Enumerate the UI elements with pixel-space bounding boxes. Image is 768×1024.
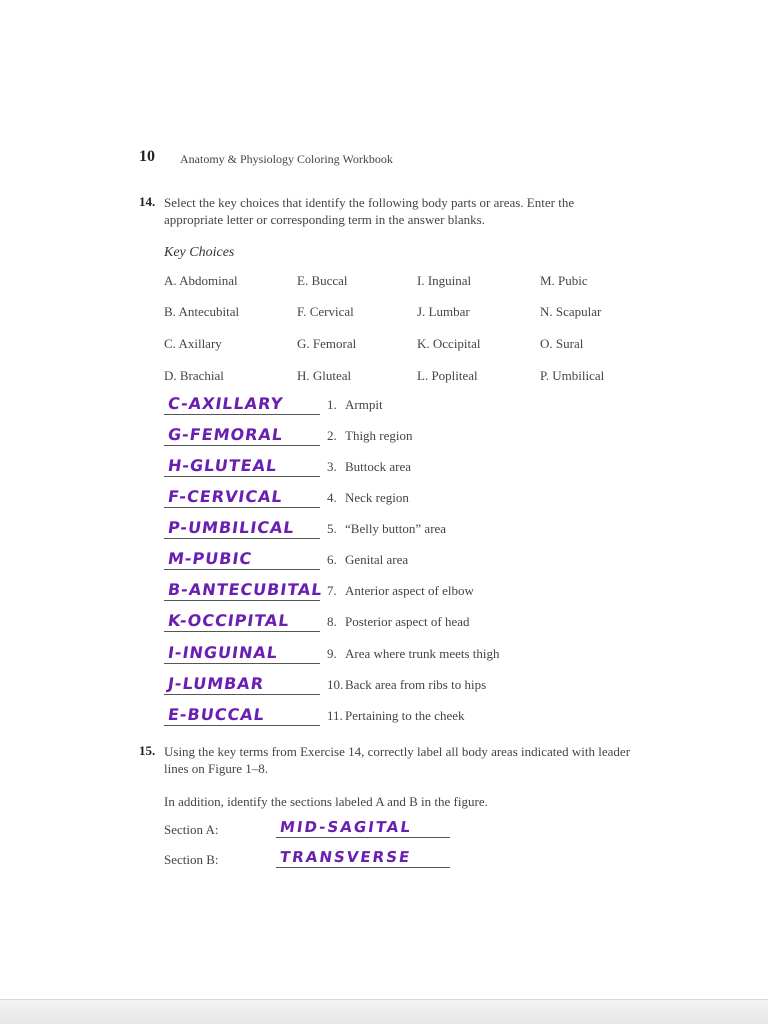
answer-row	[164, 642, 544, 668]
answer-description: “Belly button” area	[345, 521, 447, 536]
answer-row	[164, 517, 544, 543]
answer-description: Neck region	[345, 490, 409, 505]
key-choice: D. Brachial	[164, 368, 224, 383]
answer-number: 7.	[327, 583, 337, 598]
answer-description: Posterior aspect of head	[345, 614, 470, 629]
handwritten-answer: E-BUCCAL	[166, 705, 267, 724]
answer-row	[164, 393, 544, 419]
key-choice: I. Inguinal	[417, 273, 472, 288]
section-b-answer: TRANSVERSE	[278, 848, 413, 866]
question-14-number: 14.	[139, 194, 156, 209]
answer-description: Anterior aspect of elbow	[345, 583, 474, 598]
section-a-answer: MID-SAGITAL	[278, 818, 414, 836]
answer-row	[164, 704, 544, 730]
answer-description: Genital area	[345, 552, 409, 567]
answer-number: 8.	[327, 614, 337, 629]
page-bottom-edge	[0, 999, 768, 1024]
handwritten-answer: P-UMBILICAL	[166, 518, 296, 537]
answer-number: 11.	[327, 708, 343, 723]
section-a-blank[interactable]	[276, 815, 450, 838]
answer-row	[164, 486, 544, 512]
section-b-label: Section B:	[164, 852, 219, 867]
key-choices-title: Key Choices	[164, 245, 235, 260]
handwritten-answer: G-FEMORAL	[166, 425, 285, 444]
handwritten-answer: J-LUMBAR	[166, 674, 266, 693]
page-number: 10	[139, 148, 155, 165]
key-choice: G. Femoral	[297, 336, 357, 351]
answer-description: Thigh region	[345, 428, 413, 443]
answer-row	[164, 424, 544, 450]
key-choice: F. Cervical	[297, 304, 354, 319]
key-choice: H. Gluteal	[297, 368, 352, 383]
handwritten-answer: F-CERVICAL	[166, 487, 285, 506]
section-a-label: Section A:	[164, 822, 219, 837]
answer-description: Pertaining to the cheek	[345, 708, 465, 723]
answer-row	[164, 673, 544, 699]
handwritten-answer: I-INGUINAL	[166, 643, 280, 662]
answer-number: 5.	[327, 521, 337, 536]
key-choice: E. Buccal	[297, 273, 348, 288]
answer-number: 9.	[327, 646, 337, 661]
handwritten-answer: H-GLUTEAL	[166, 456, 279, 475]
handwritten-answer: K-OCCIPITAL	[166, 611, 291, 630]
answer-number: 1.	[327, 397, 337, 412]
key-choice: J. Lumbar	[417, 304, 470, 319]
answer-row	[164, 548, 544, 574]
answer-row	[164, 579, 544, 605]
key-choice: P. Umbilical	[540, 368, 605, 383]
question-15-addition: In addition, identify the sections labeled A and B in the figure.	[164, 794, 488, 809]
handwritten-answer: B-ANTECUBITAL	[166, 580, 324, 599]
key-choice: A. Abdominal	[164, 273, 238, 288]
key-choice: M. Pubic	[540, 273, 588, 288]
answer-number: 2.	[327, 428, 337, 443]
handwritten-answer: M-PUBIC	[166, 549, 254, 568]
key-choice: C. Axillary	[164, 336, 222, 351]
handwritten-answer: C-AXILLARY	[166, 394, 285, 413]
section-b-blank[interactable]	[276, 845, 450, 868]
key-choice: N. Scapular	[540, 304, 602, 319]
key-choice: K. Occipital	[417, 336, 481, 351]
question-15-text: Using the key terms from Exercise 14, correctly label all body areas indicated with leader lines on Figure 1–8.	[164, 744, 631, 776]
question-15-number: 15.	[139, 743, 156, 758]
question-14-text: Select the key choices that identify the following body parts or areas. Enter the appropriate letter or corresponding term in the answer blanks.	[164, 195, 575, 227]
answer-description: Armpit	[345, 397, 383, 412]
answer-row	[164, 455, 544, 481]
answer-number: 6.	[327, 552, 337, 567]
answer-description: Back area from ribs to hips	[345, 677, 487, 692]
answer-description: Buttock area	[345, 459, 412, 474]
answer-description: Area where trunk meets thigh	[345, 646, 500, 661]
answer-number: 3.	[327, 459, 337, 474]
key-choice: L. Popliteal	[417, 368, 478, 383]
answer-number: 4.	[327, 490, 337, 505]
answer-row	[164, 610, 544, 636]
workbook-title: Anatomy & Physiology Coloring Workbook	[180, 152, 393, 166]
key-choice: B. Antecubital	[164, 304, 240, 319]
key-choice: O. Sural	[540, 336, 584, 351]
answer-number: 10.	[327, 677, 344, 692]
